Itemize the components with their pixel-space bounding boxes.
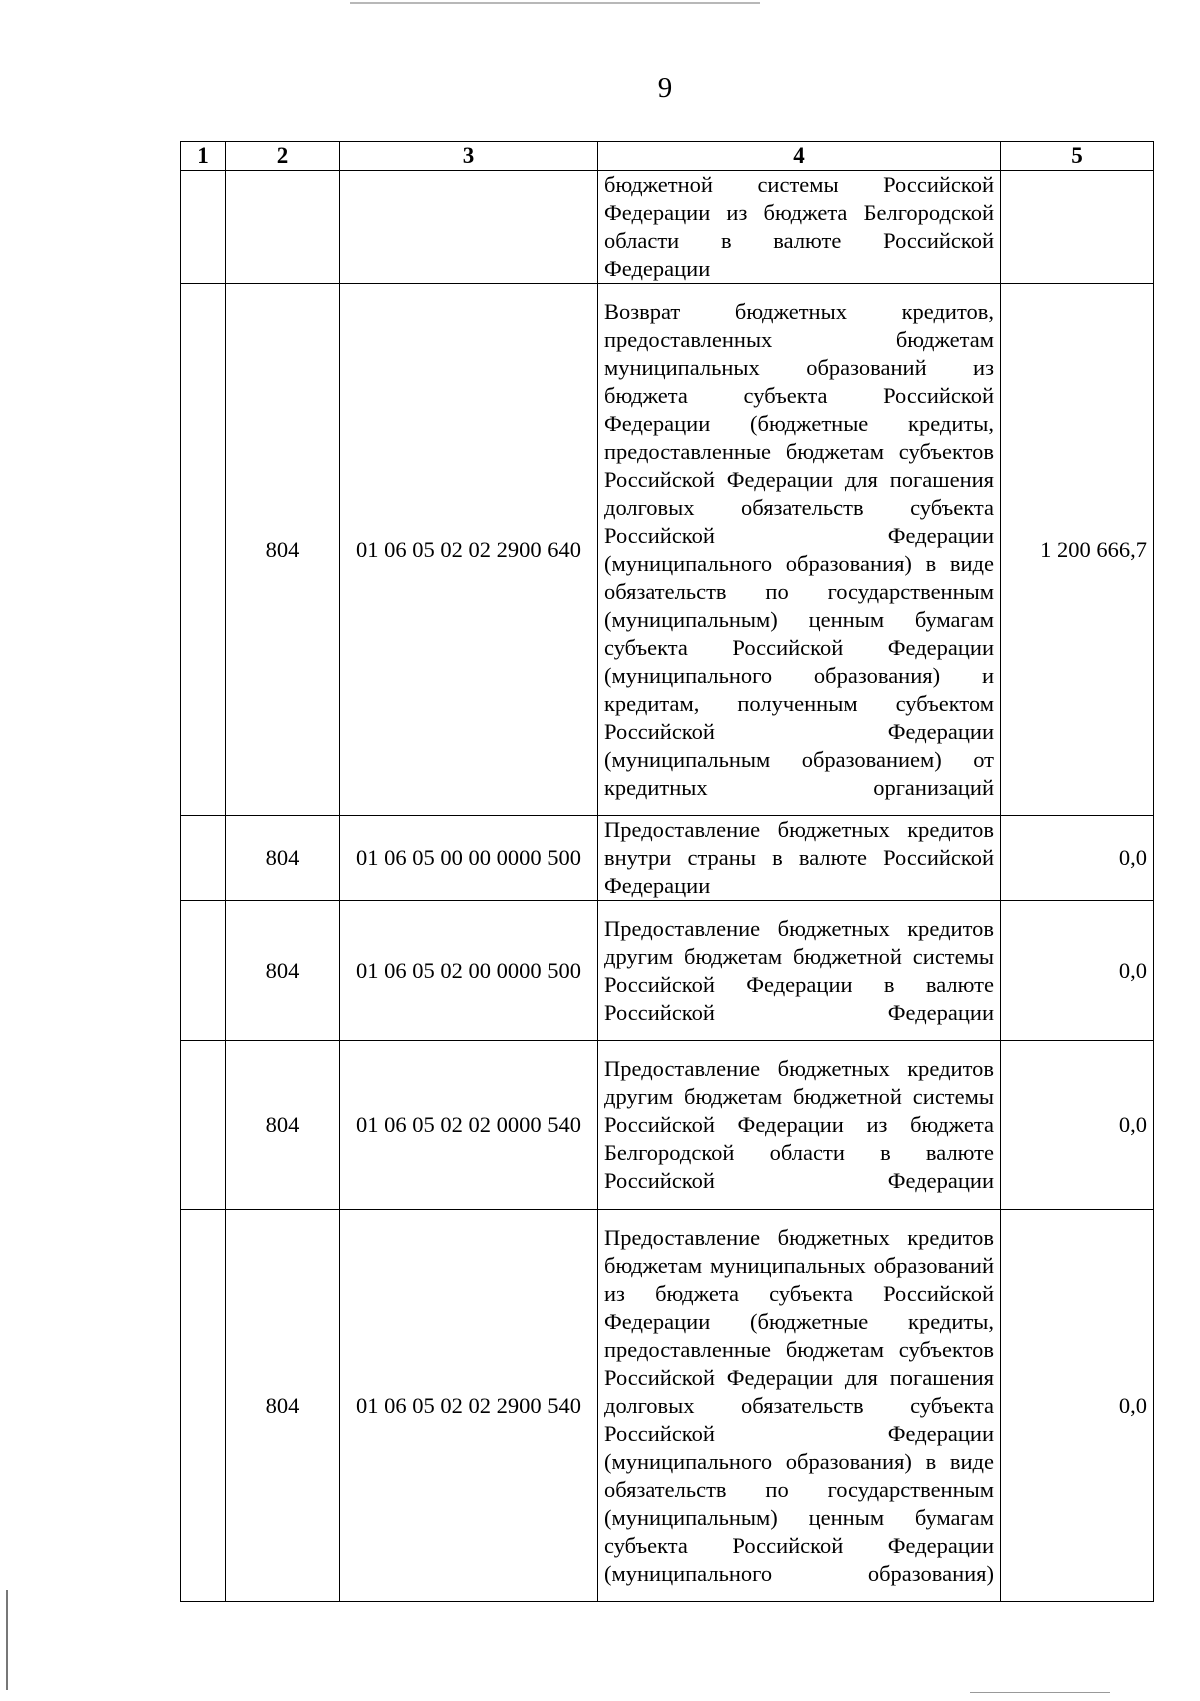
row-description: Предоставление бюджетных кредитов бюджетам муниципальных образований из бюджета субъекта Российской Федерации (бюджетные кредиты, предоставленные бюджетам субъектов Российской Федерации для погашения долговых обязательств субъекта Российской Федерации (муниципального образования) в виде обязательств по государственным (муниципальным) ценным бумагам субъекта Российской Федерации (муниципального образования) xyxy=(598,1210,1001,1602)
row-amount: 0,0 xyxy=(1001,1210,1154,1602)
row-amount: 1 200 666,7 xyxy=(1001,284,1154,816)
scan-edge-mark xyxy=(350,2,760,4)
admin-code: 804 xyxy=(226,901,340,1041)
admin-code xyxy=(226,171,340,284)
budget-classification-code: 01 06 05 00 00 0000 500 xyxy=(340,816,598,901)
row-description: бюджетной системы Российской Федерации из бюджета Белгородской области в валюте Российской Федерации xyxy=(598,171,1001,284)
table-row xyxy=(181,1210,1154,1602)
row-number xyxy=(181,901,226,1041)
header-col-5: 5 xyxy=(1001,142,1154,171)
admin-code: 804 xyxy=(226,1041,340,1210)
row-amount: 0,0 xyxy=(1001,1041,1154,1210)
row-amount: 0,0 xyxy=(1001,816,1154,901)
page-number: 9 xyxy=(657,72,673,104)
row-description: Возврат бюджетных кредитов, предоставленных бюджетам муниципальных образований из бюджета субъекта Российской Федерации (бюджетные кредиты, предоставленные бюджетам субъектов Российской Федерации для погашения долговых обязательств субъекта Российской Федерации (муниципального образования) в виде обязательств по государственным (муниципальным) ценным бумагам субъекта Российской Федерации (муниципального образования) и кредитам, полученным субъектом Российской Федерации (муниципальным образованием) от кредитных организаций xyxy=(598,284,1001,816)
scan-margin-mark xyxy=(6,1590,8,1690)
row-number xyxy=(181,284,226,816)
row-amount xyxy=(1001,171,1154,284)
budget-classification-code: 01 06 05 02 02 2900 640 xyxy=(340,284,598,816)
table-row xyxy=(181,816,1154,901)
header-col-3: 3 xyxy=(340,142,598,171)
header-col-2: 2 xyxy=(226,142,340,171)
table-row xyxy=(181,284,1154,816)
budget-classification-code: 01 06 05 02 02 0000 540 xyxy=(340,1041,598,1210)
row-number xyxy=(181,171,226,284)
scan-bottom-mark xyxy=(970,1692,1110,1693)
row-number xyxy=(181,816,226,901)
budget-table xyxy=(180,141,1154,1602)
budget-classification-code xyxy=(340,171,598,284)
header-col-1: 1 xyxy=(181,142,226,171)
table-row xyxy=(181,171,1154,284)
row-number xyxy=(181,1210,226,1602)
row-description: Предоставление бюджетных кредитов внутри страны в валюте Российской Федерации xyxy=(598,816,1001,901)
row-description: Предоставление бюджетных кредитов другим бюджетам бюджетной системы Российской Федерации из бюджета Белгородской области в валюте Российской Федерации xyxy=(598,1041,1001,1210)
admin-code: 804 xyxy=(226,816,340,901)
table-row xyxy=(181,1041,1154,1210)
budget-classification-code: 01 06 05 02 02 2900 540 xyxy=(340,1210,598,1602)
table-header-row xyxy=(181,142,1154,171)
row-number xyxy=(181,1041,226,1210)
admin-code: 804 xyxy=(226,1210,340,1602)
row-description: Предоставление бюджетных кредитов другим бюджетам бюджетной системы Российской Федерации в валюте Российской Федерации xyxy=(598,901,1001,1041)
budget-classification-code: 01 06 05 02 00 0000 500 xyxy=(340,901,598,1041)
admin-code: 804 xyxy=(226,284,340,816)
table-row xyxy=(181,901,1154,1041)
row-amount: 0,0 xyxy=(1001,901,1154,1041)
header-col-4: 4 xyxy=(598,142,1001,171)
